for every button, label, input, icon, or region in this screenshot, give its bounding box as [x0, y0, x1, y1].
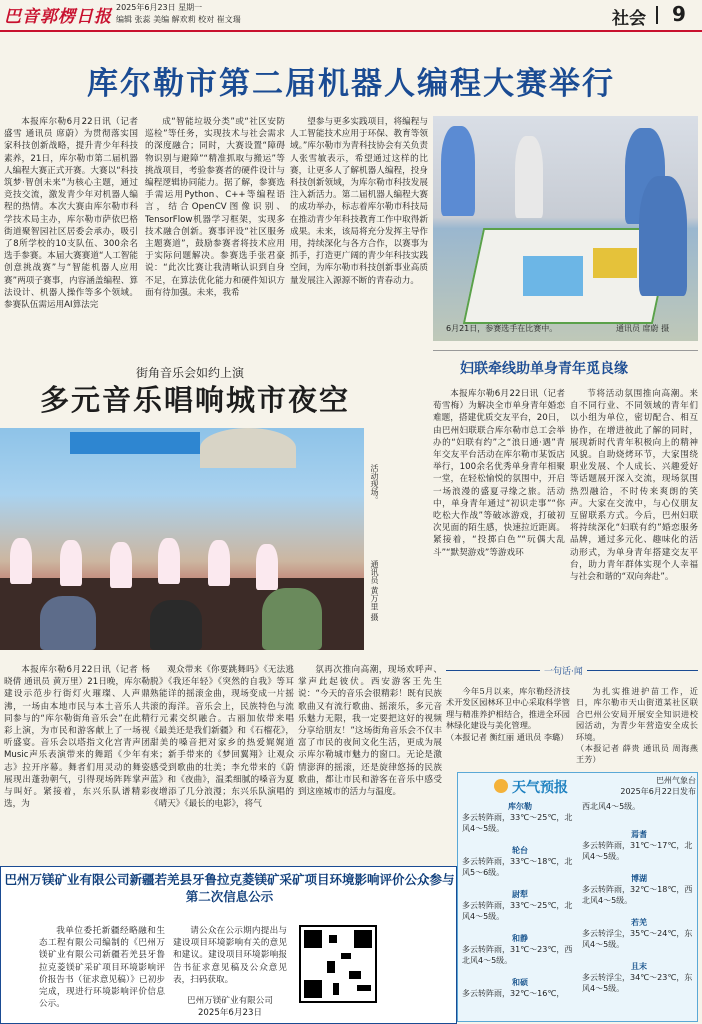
audience-figure [262, 588, 322, 650]
editors-line: 编辑 张蕊 美编 解欢莉 校对 崔文瑞 [116, 15, 241, 24]
stage-tent [200, 428, 296, 468]
robot-contest-photo [433, 116, 698, 341]
audience-figure [40, 596, 96, 650]
concert-photo-caption: 活动现场。 [370, 464, 379, 504]
dancer-figure [10, 538, 32, 584]
weather-heshuo-wind: 西北风4～5级。 [582, 802, 641, 811]
concert-photo-credit: 通讯员 黄万里 摄 [370, 560, 379, 622]
weather-city-bohu: 博湖 多云转阵雨，32℃～18℃，西北风4～5级。 [582, 874, 693, 905]
person-figure [441, 126, 475, 216]
dancer-figure [208, 540, 230, 586]
weather-city-korla: 库尔勒 多云转阵雨，33℃～25℃，北风4～5级。 [462, 802, 573, 833]
youth-column-2: 节将活动氛围推向高潮。来自不同行业、不同领域的青年们以小组为单位，密切配合、相互协作，在增进彼此了解的同时，展现新时代青年积极向上的精神风貌。自助烧烤环节，大家围绕职业发展、个人成长、兴趣爱好等话题展开深入交流，现场氛围热烈融洽，不时传来爽朗的笑声。大家在交流中，与心仪朋友互留联系方式。今后，巴州妇联将持续深化“妇联有约”婚恋服务品牌，通过多元化、趣味化的活动形式，为单身青年搭建交友平台，助力青年群体实现个人幸福与社会和谐的“双向奔赴”。 [570, 389, 698, 583]
notice-signature: 巴州万镁矿业有限公司 2025年6月23日 [187, 996, 273, 1018]
robot-column-2: 成“智能垃圾分类”或“社区安防巡检”等任务，实现技术与社会需求的深度融合；同时，大赛设置“障碍物识别与避障”“精准抓取与搬运”等挑战项目，考验参赛者的硬件设计与编程逻辑协同能力。据了解，参赛选手需运用Python、C++等编程语言，结合OpenCV图像识别、TensorFlow机器学习框架，实现多技术融合创新。赛事评设“社区服务主题赛道”，鼓励参赛者将技术应用于实际问题解决。参赛选手张君豪说：“此次比赛让我清晰认识到自身不足，在算法优化能力和硬件知识方面有待加强。未来，我希 [145, 117, 285, 298]
qr-finder [304, 930, 322, 948]
qr-module [341, 953, 351, 959]
quote-box-title: 一句话·闻 [540, 664, 587, 677]
weather-city-heshuo: 和硕 多云转阵雨，32℃～16℃， [462, 978, 565, 998]
dancer-figure [158, 538, 180, 584]
person-figure [515, 136, 543, 218]
weather-city-yuli: 尉犁 多云转阵雨，33℃～25℃，北风4～5级。 [462, 890, 573, 921]
qr-finder [354, 930, 372, 948]
quote-item-1: 今年5月以来，库尔勒经济技术开发区园林环卫中心采取科学管理与精准养护相结合，推进全环园林绿化建设与美化管理。 （本报记者 衡红丽 通讯员 李璐） [446, 686, 570, 742]
newspaper-name: 巴音郭楞日报 [4, 7, 112, 27]
section-divider [656, 6, 658, 24]
qr-module [329, 935, 337, 943]
qr-code[interactable] [299, 925, 377, 1003]
music-column-1: 本报库尔勒6月22日讯（记者 杨晓倩 通讯员 黄万里）21日晚，库尔勒建设示范步行街灯火璀璨、人声鼎沸，一场由本地市民与本土音乐人共同参与的“库尔勒街角音乐会”在此精彩上演，为市民和游客献上了一场视听盛宴。音乐会以塔指文化宫青声团Music声乐表演带来的舞蹈《少年有志》拉开序幕。舞者们用灵动的舞姿展现出蓬勃朝气，引得现场阵阵掌声与叫好。紧接着，东兴乐队谱精彩选，为 [4, 665, 150, 810]
notice-column-1: 我单位委托新疆经略融和生态工程有限公司编制的《巴州万镁矿业有限公司新疆若羌县牙鲁拉克菱镁矿采矿项目环境影响评价报告书（征求意见稿）》已初步完成，现进行环境影响评价信息公示。 [39, 926, 165, 1010]
weather-city-hejing: 和静 多云转阵雨，31℃～23℃，西北风4～5级。 [462, 934, 573, 965]
dancer-figure [60, 540, 82, 586]
qr-module [333, 983, 339, 995]
youth-headline: 妇联牵线助单身青年觅良缘 [460, 361, 628, 377]
weather-city-luntai: 轮台 多云转阵雨，33℃～18℃，北风5～6级。 [462, 846, 573, 877]
robot-photo-credit: 通讯员 席蔚 摄 [616, 324, 670, 333]
masthead-rule [0, 30, 702, 32]
quote-item-2: 为扎实推进护苗工作，近日，库尔勒市天山街道某社区联合巴州公安局开展安全知识进校园活动，为青少年营造安全成长环境。 （本报记者 薛贵 通讯员 周海燕 王芳） [576, 686, 698, 765]
music-headline: 多元音乐唱响城市夜空 [40, 383, 351, 417]
qr-module [327, 961, 335, 973]
youth-column-1: 本报库尔勒6月22日讯（记者 荀雪梅）为解决全市单身青年婚恋难题，搭建优质交友平台，20日，由巴州妇联联合库尔勒市总工会举办的“妇联有约”之“浪日通·遇”青年交友平台活动在库尔勒市某饭店举行，100余名优秀单身青年相聚一堂，在轻松愉悦的氛围中，开启一场浪漫的盛夏寻缘之旅。活动中，单身青年通过“初识走事”“你吃松大作战”等破冰游戏，打破初次见面的陌生感，快速拉近距离。紧接着，“投掷白色”“玩偶大乱斗”“默契游戏”等游戏环 [433, 389, 565, 558]
sun-icon [494, 779, 508, 793]
page-number: 9 [672, 2, 686, 26]
music-column-2: 观众带来《你要跳舞吗》《无法逃脱》《我还年轻》《突然的自我》等耳熟能详的摇滚金曲，现场变成一片摇滚的海洋。音乐会上，民族特色与流行元素交织融合。古丽加依带来唱《最美还是我们新疆》和《石榴花》，甜美的嗓音把对家乡的热爱娓娓道来；新手带来的《梦回翼翔》让观众感受到歌曲的壮美；李允带来的《蔚蓝》和《夜曲》，温柔细腻的嗓音为夏夜增添了几分浪漫；东兴乐队演唱的《晴天》《最长的电影》，将气 [150, 665, 294, 810]
music-kicker: 街角音乐会如约上演 [136, 366, 245, 380]
weather-title: 天气预报 [512, 780, 568, 796]
qr-module [357, 985, 371, 991]
mat-yellow-zone [593, 248, 637, 278]
issue-date: 2025年6月23日 星期一 [116, 3, 203, 12]
weather-issuer: 巴州气象台 2025年6月22日发布 [620, 776, 696, 796]
weather-forecast [457, 772, 698, 1022]
dancer-figure [110, 542, 132, 588]
public-notice [0, 866, 457, 1024]
audience-figure [150, 600, 202, 650]
notice-column-2: 请公众在公示期内提出与建设项目环境影响有关的意见和建议。建设项目环境影响报告书征求意见稿及公众意见表，扫码获取。 [173, 926, 287, 985]
person-figure [639, 176, 687, 296]
robot-headline: 库尔勒市第二届机器人编程大赛举行 [87, 66, 615, 102]
weather-city-qiemo: 且末 多云转浮尘，34℃～23℃，东风4～5级。 [582, 962, 693, 993]
section-label: 社会 [612, 9, 646, 29]
concert-photo [0, 428, 364, 650]
youth-top-rule [433, 350, 698, 351]
robot-column-3: 望参与更多实践项目，将编程与人工智能技术应用于环保、教育等领域。”库尔勒市为青科技协会有关负责人张雪敏表示，希望通过这样的比赛，让更多人了解机器人编程，投身科技创新领域，为库尔勒市科技发展注入新活力。第二届机器人编程大赛的成功举办，标志着库尔勒市科技局在推动青少年科技教育工作中取得新成果。未来，该局将充分发挥主导作用，持续深化与各方合作，以赛事为抓手，打造更广阔的青少年科技实践空间，为库尔勒市科技创新事业高质量发展注入源源不断的青春动力。 [290, 117, 428, 286]
music-column-3: 氛再次推向高潮，现场欢呼声、掌声此起彼伏。西安游客王先生说：“今天的音乐会很精彩！既有民族歌曲又有流行歌曲、摇滚乐，多元音乐魅力无限，我一定要把这好的视频分享给朋友！”这场街角音乐会不仅丰富了市民的夜间文化生活，更成为展示库尔勒城市魅力的窗口。无论是激情澎湃的摇滚，还是旋律悠扬的民族歌曲，都让市民和游客在音乐中感受到这座城市的活力与温度。 [298, 665, 442, 798]
mat-blue-zone [523, 256, 583, 296]
weather-city-yanqi: 焉耆 多云转阵雨，31℃～17℃，北风4～5级。 [582, 830, 693, 861]
qr-module [349, 971, 361, 979]
weather-city-ruoqiang: 若羌 多云转浮尘，35℃～24℃，东风4～5级。 [582, 918, 693, 949]
qr-finder [304, 980, 322, 998]
robot-photo-caption: 6月21日，参赛选手在比赛中。 [446, 324, 558, 333]
dancer-figure [256, 544, 278, 590]
robot-column-1: 本报库尔勒6月22日讯（记者 盛雪 通讯员 席蔚）为贯彻落实国家科技创新战略，提升青少年科技素养，21日，库尔勒市第二届机器人编程大赛正式开赛。大赛以“科技筑梦·智创未来”为核心主题，通过竞技交流，激发青少年对机器人编程的热情。本次大赛由库尔勒市科学技术局主办，库尔勒市萨依巴格街道聚智园社区居委会承办，吸引了8所学校的10支队伍、300余名选手参赛。本届大赛赛道“人工智能创意挑战赛”与“智能机器人应用赛”两项子赛事，内容涵盖编程、算法设计、机器人操作等多个领域。参赛队伍需运用AI算法完 [4, 117, 138, 311]
stage-banner [70, 432, 200, 454]
notice-title: 巴州万镁矿业有限公司新疆若羌县牙鲁拉克菱镁矿采矿项目环境影响评价公众参与第二次信息公示 [4, 872, 455, 904]
